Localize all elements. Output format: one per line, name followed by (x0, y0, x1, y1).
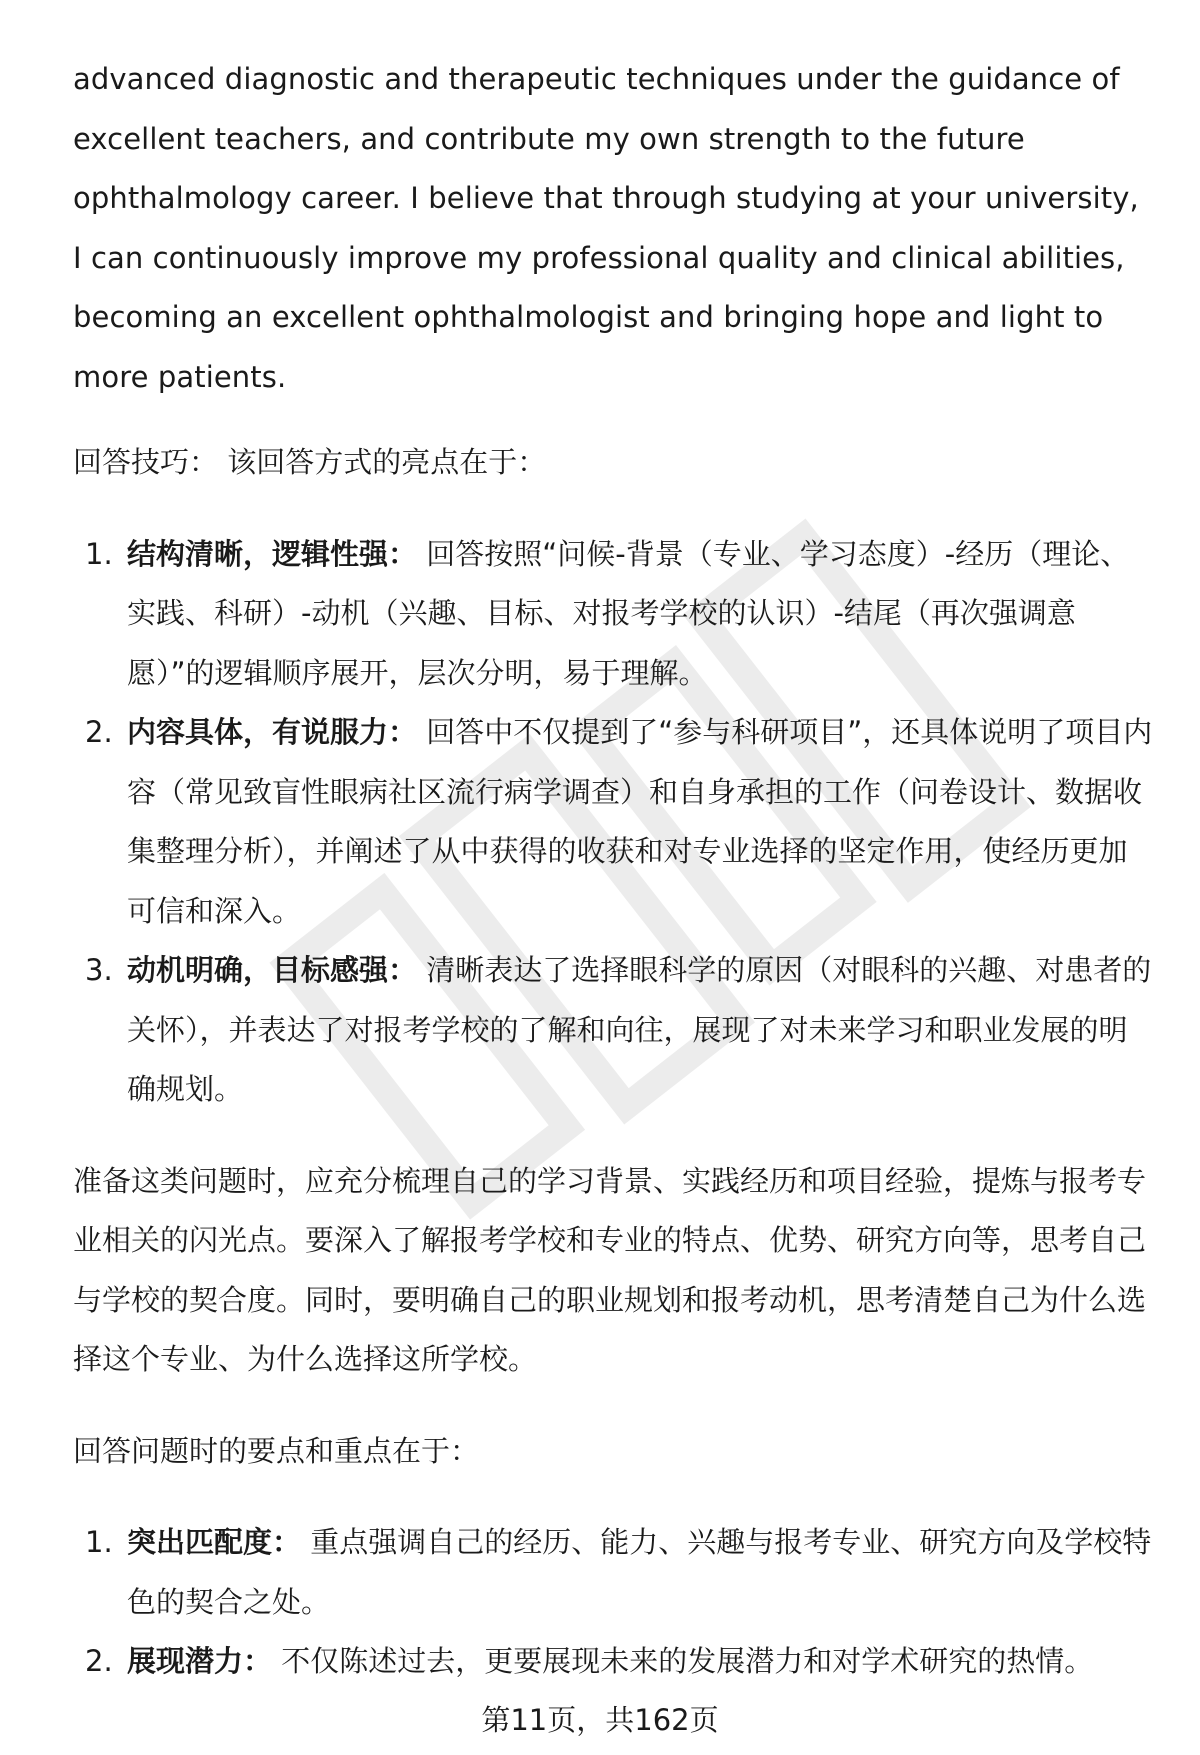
keypoints-list (73, 1513, 1153, 1692)
highlights-list (73, 525, 1153, 1120)
list-item (73, 1632, 1153, 1692)
list-number: 2. (85, 1644, 113, 1678)
list-item-lead: 动机明确，目标感强： (127, 953, 418, 987)
list-item-text: 不仅陈述过去，更要展现未来的发展潜力和对学术研究的热情。 (281, 1644, 1094, 1678)
page-number-footer: 第11页，共162页 (481, 1703, 719, 1737)
list-number: 1. (85, 536, 113, 571)
list-item-text: 清晰表达了选择眼科学的原因（对眼科的兴趣、对患者的关怀），并表达了对报考学校的了解和向往，展现了对未来学习和职业发展的明确规划。 (127, 953, 1152, 1106)
list-item-text: 回答按照“问候-背景（专业、学习态度）-经历（理论、实践、科研）-动机（兴趣、目标、对报考学校的认识）-结尾（再次强调意愿）”的逻辑顺序展开，层次分明，易于理解。 (127, 536, 1130, 690)
list-item-text: 重点强调自己的经历、能力、兴趣与报考专业、研究方向及学校特色的契合之处。 (127, 1525, 1152, 1619)
list-item-text: 回答中不仅提到了“参与科研项目”，还具体说明了项目内容（常见致盲性眼病社区流行病学调查）和自身承担的工作（问卷设计、数据收集整理分析），并阐述了从中获得的收获和对专业选择的坚定作用，使经历更加可信和深入。 (127, 715, 1153, 928)
list-item-lead: 展现潜力： (127, 1644, 273, 1678)
list-number: 2. (85, 715, 113, 749)
list-item-lead: 内容具体，有说服力： (127, 715, 418, 749)
list-number: 3. (85, 953, 113, 987)
document-body (73, 50, 1153, 1692)
list-item-lead: 结构清晰，逻辑性强： (127, 536, 418, 571)
list-item (73, 941, 1153, 1120)
list-item-lead: 突出匹配度： (127, 1525, 302, 1559)
prep-paragraph: 准备这类问题时，应充分梳理自己的学习背景、实践经历和项目经验，提炼与报考专业相关的闪光点。要深入了解报考学校和专业的特点、优势、研究方向等，思考自己与学校的契合度。同时，要明确自己的职业规划和报考动机，思考清楚自己为什么选择这个专业、为什么选择这所学校。 (73, 1163, 1147, 1376)
keypoints-heading: 回答问题时的要点和重点在于： (73, 1433, 480, 1468)
intro-paragraph: advanced diagnostic and therapeutic techniques under the guidance of excellent teachers, and contribute my own strength to the future ophthalmology career. I believe that through studying at your university, I can continuously improve my professional quality and clinical abilities, becoming an excellent ophthalmologist and bringing hope and light to more patients. (73, 62, 1139, 394)
list-number: 1. (85, 1525, 113, 1559)
tips-heading: 回答技巧： 该回答方式的亮点在于： (73, 445, 547, 479)
list-item (73, 525, 1153, 704)
list-item (73, 1513, 1153, 1632)
list-item (73, 703, 1153, 941)
